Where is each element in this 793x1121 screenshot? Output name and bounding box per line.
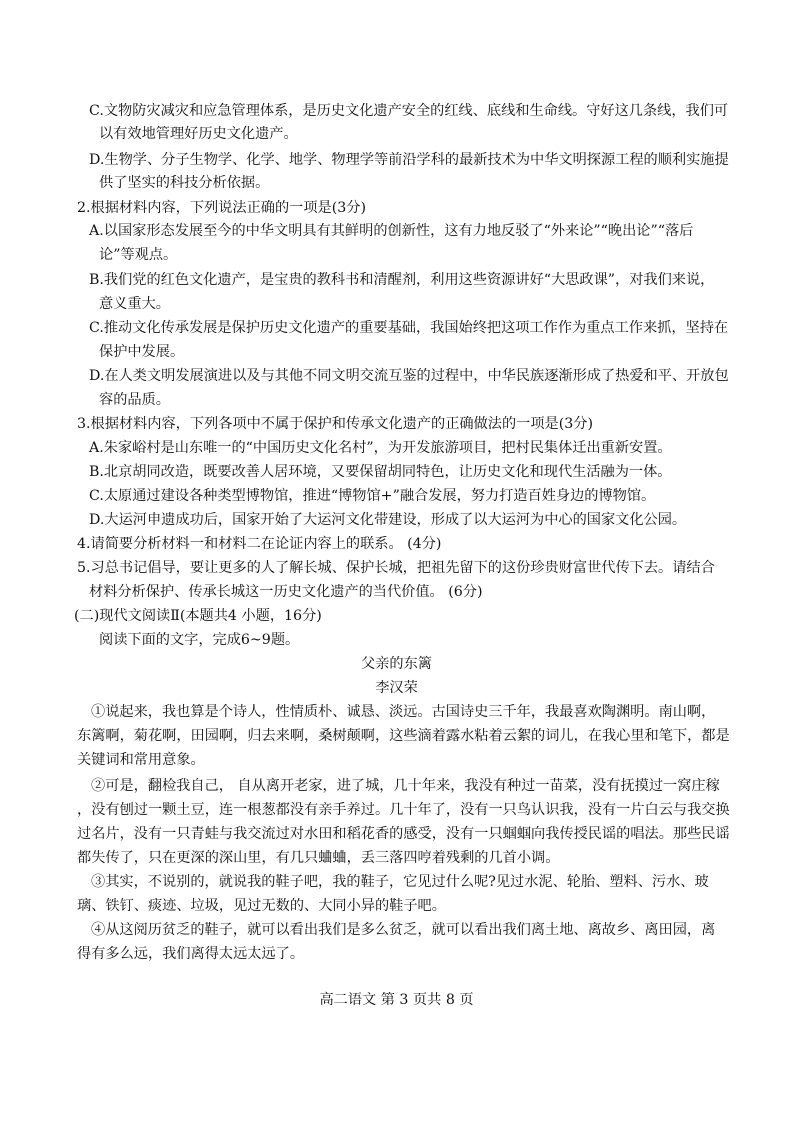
q3-option-c: C.太原通过建设各种类型博物馆，推进“博物馆+”融合发展，努力打造百姓身边的博物馆。: [89, 488, 656, 504]
section-heading: (二)现代文阅读Ⅱ(本题共4 小题，16分): [74, 608, 322, 624]
page-footer: 高二语文 第 3 页共 8 页: [319, 992, 474, 1008]
q2-option-b-line-2: 意义重大。: [99, 296, 170, 312]
paragraph-3-line-1: ③其实，不说别的，就说我的鞋子吧，我的鞋子，它见过什么呢?见过水泥、轮胎、塑料、污水、玻: [91, 874, 709, 890]
paragraph-2-line-4: 都失传了，只在更深的深山里，有几只蛐蛐，丢三落四哼着残剩的几首小调。: [77, 850, 560, 866]
q3-option-a: A.朱家峪村是山东唯一的“中国历史文化名村”，为开发旅游项目，把村民集体迁出重新安置。: [89, 440, 672, 456]
question-4: 4.请简要分析材料一和材料二在论证内容上的联系。 (4分): [77, 536, 442, 552]
paragraph-4-line-1: ④从这阅历贫乏的鞋子，就可以看出我们是多么贫乏，就可以看出我们离土地、离故乡、离田园，离: [91, 922, 716, 938]
paragraph-2-line-2: ，没有刨过一颗土豆，连一根葱都没有亲手养过。几十年了，没有一只鸟认识我，没有一片白云与我交换: [77, 802, 730, 818]
article-title: 父亲的东篱: [361, 656, 432, 672]
paragraph-2-line-3: 过名片，没有一只青蛙与我交流过对水田和稻花香的感受，没有一只蝈蝈向我传授民谣的唱法。那些民谣: [77, 826, 730, 842]
q2-option-d-line-1: D.在人类文明发展演进以及与其他不同文明交流互鉴的过程中，中华民族逐渐形成了热爱和平、开放包: [89, 368, 729, 384]
paragraph-2-line-1: ②可是，翻检我自己， 自从离开老家，进了城，几十年来，我没有种过一苗菜，没有抚摸过一窝庄稼: [91, 778, 720, 794]
question-2: 2.根据材料内容，下列说法正确的一项是(3分): [77, 200, 367, 216]
q2-option-d-line-2: 容的品质。: [99, 392, 170, 408]
q2-option-c-line-1: C.推动文化传承发展是保护历史文化遗产的重要基础，我国始终把这项工作作为重点工作来抓，坚持在: [89, 320, 729, 336]
q2-option-c-line-2: 保护中发展。: [99, 344, 185, 360]
q2-option-a-line-1: A.以国家形态发展至今的中华文明具有其鲜明的创新性，这有力地反驳了“外来论”“晚出论”“落后: [89, 223, 694, 239]
option-d-line-2: 供了坚实的科技分析依据。: [99, 175, 270, 191]
q3-option-d: D.大运河申遗成功后，国家开始了大运河文化带建设，形成了以大运河为中心的国家文化公园。: [89, 512, 687, 528]
q2-option-a-line-2: 论”等观点。: [99, 247, 178, 263]
paragraph-1-line-3: 关键词和常用意象。: [77, 752, 205, 768]
q3-option-b: B.北京胡同改造，既要改善人居环境，又要保留胡同特色，让历史文化和现代生活融为一体。: [89, 464, 672, 480]
option-d-line-1: D.生物学、分子生物学、化学、地学、物理学等前沿学科的最新技术为中华文明探源工程的顺利实施提: [89, 152, 729, 168]
option-c-line-1: C.文物防灾减灾和应急管理体系，是历史文化遗产安全的红线、底线和生命线。守好这几条线，我们可: [89, 103, 729, 119]
q2-option-b-line-1: B.我们党的红色文化遗产，是宝贵的教科书和清醒剂，利用这些资源讲好“大思政课”，对我们来说，: [89, 272, 715, 288]
paragraph-4-line-2: 得有多么远，我们离得太远太远了。: [77, 946, 305, 962]
question-3: 3.根据材料内容，下列各项中不属于保护和传承文化遗产的正确做法的一项是(3分): [77, 416, 594, 432]
paragraph-1-line-2: 东篱啊，菊花啊，田园啊，归去来啊，桑树颠啊，这些滴着露水粘着云絮的词儿，在我心里和笔下，都是: [77, 728, 730, 744]
question-5-line-1: 5.习总书记倡导，要让更多的人了解长城、保护长城，把祖先留下的这份珍贵财富世代传下去。请结合: [77, 560, 715, 576]
question-5-line-2: 材料分析保护、传承长城这一历史文化遗产的当代价值。 (6分): [89, 584, 483, 600]
paragraph-1-line-1: ①说起来，我也算是个诗人，性情质朴、诚恳、淡远。古国诗史三千年，我最喜欢陶渊明。南山啊，: [91, 704, 716, 720]
option-c-line-2: 以有效地管理好历史文化遗产。: [99, 126, 298, 142]
section-instruction: 阅读下面的文字，完成6~9题。: [99, 632, 300, 648]
paragraph-3-line-2: 璃、铁钉、痰迹、垃圾，见过无数的、大同小异的鞋子吧。: [77, 898, 446, 914]
article-author: 李汉荣: [375, 680, 418, 696]
